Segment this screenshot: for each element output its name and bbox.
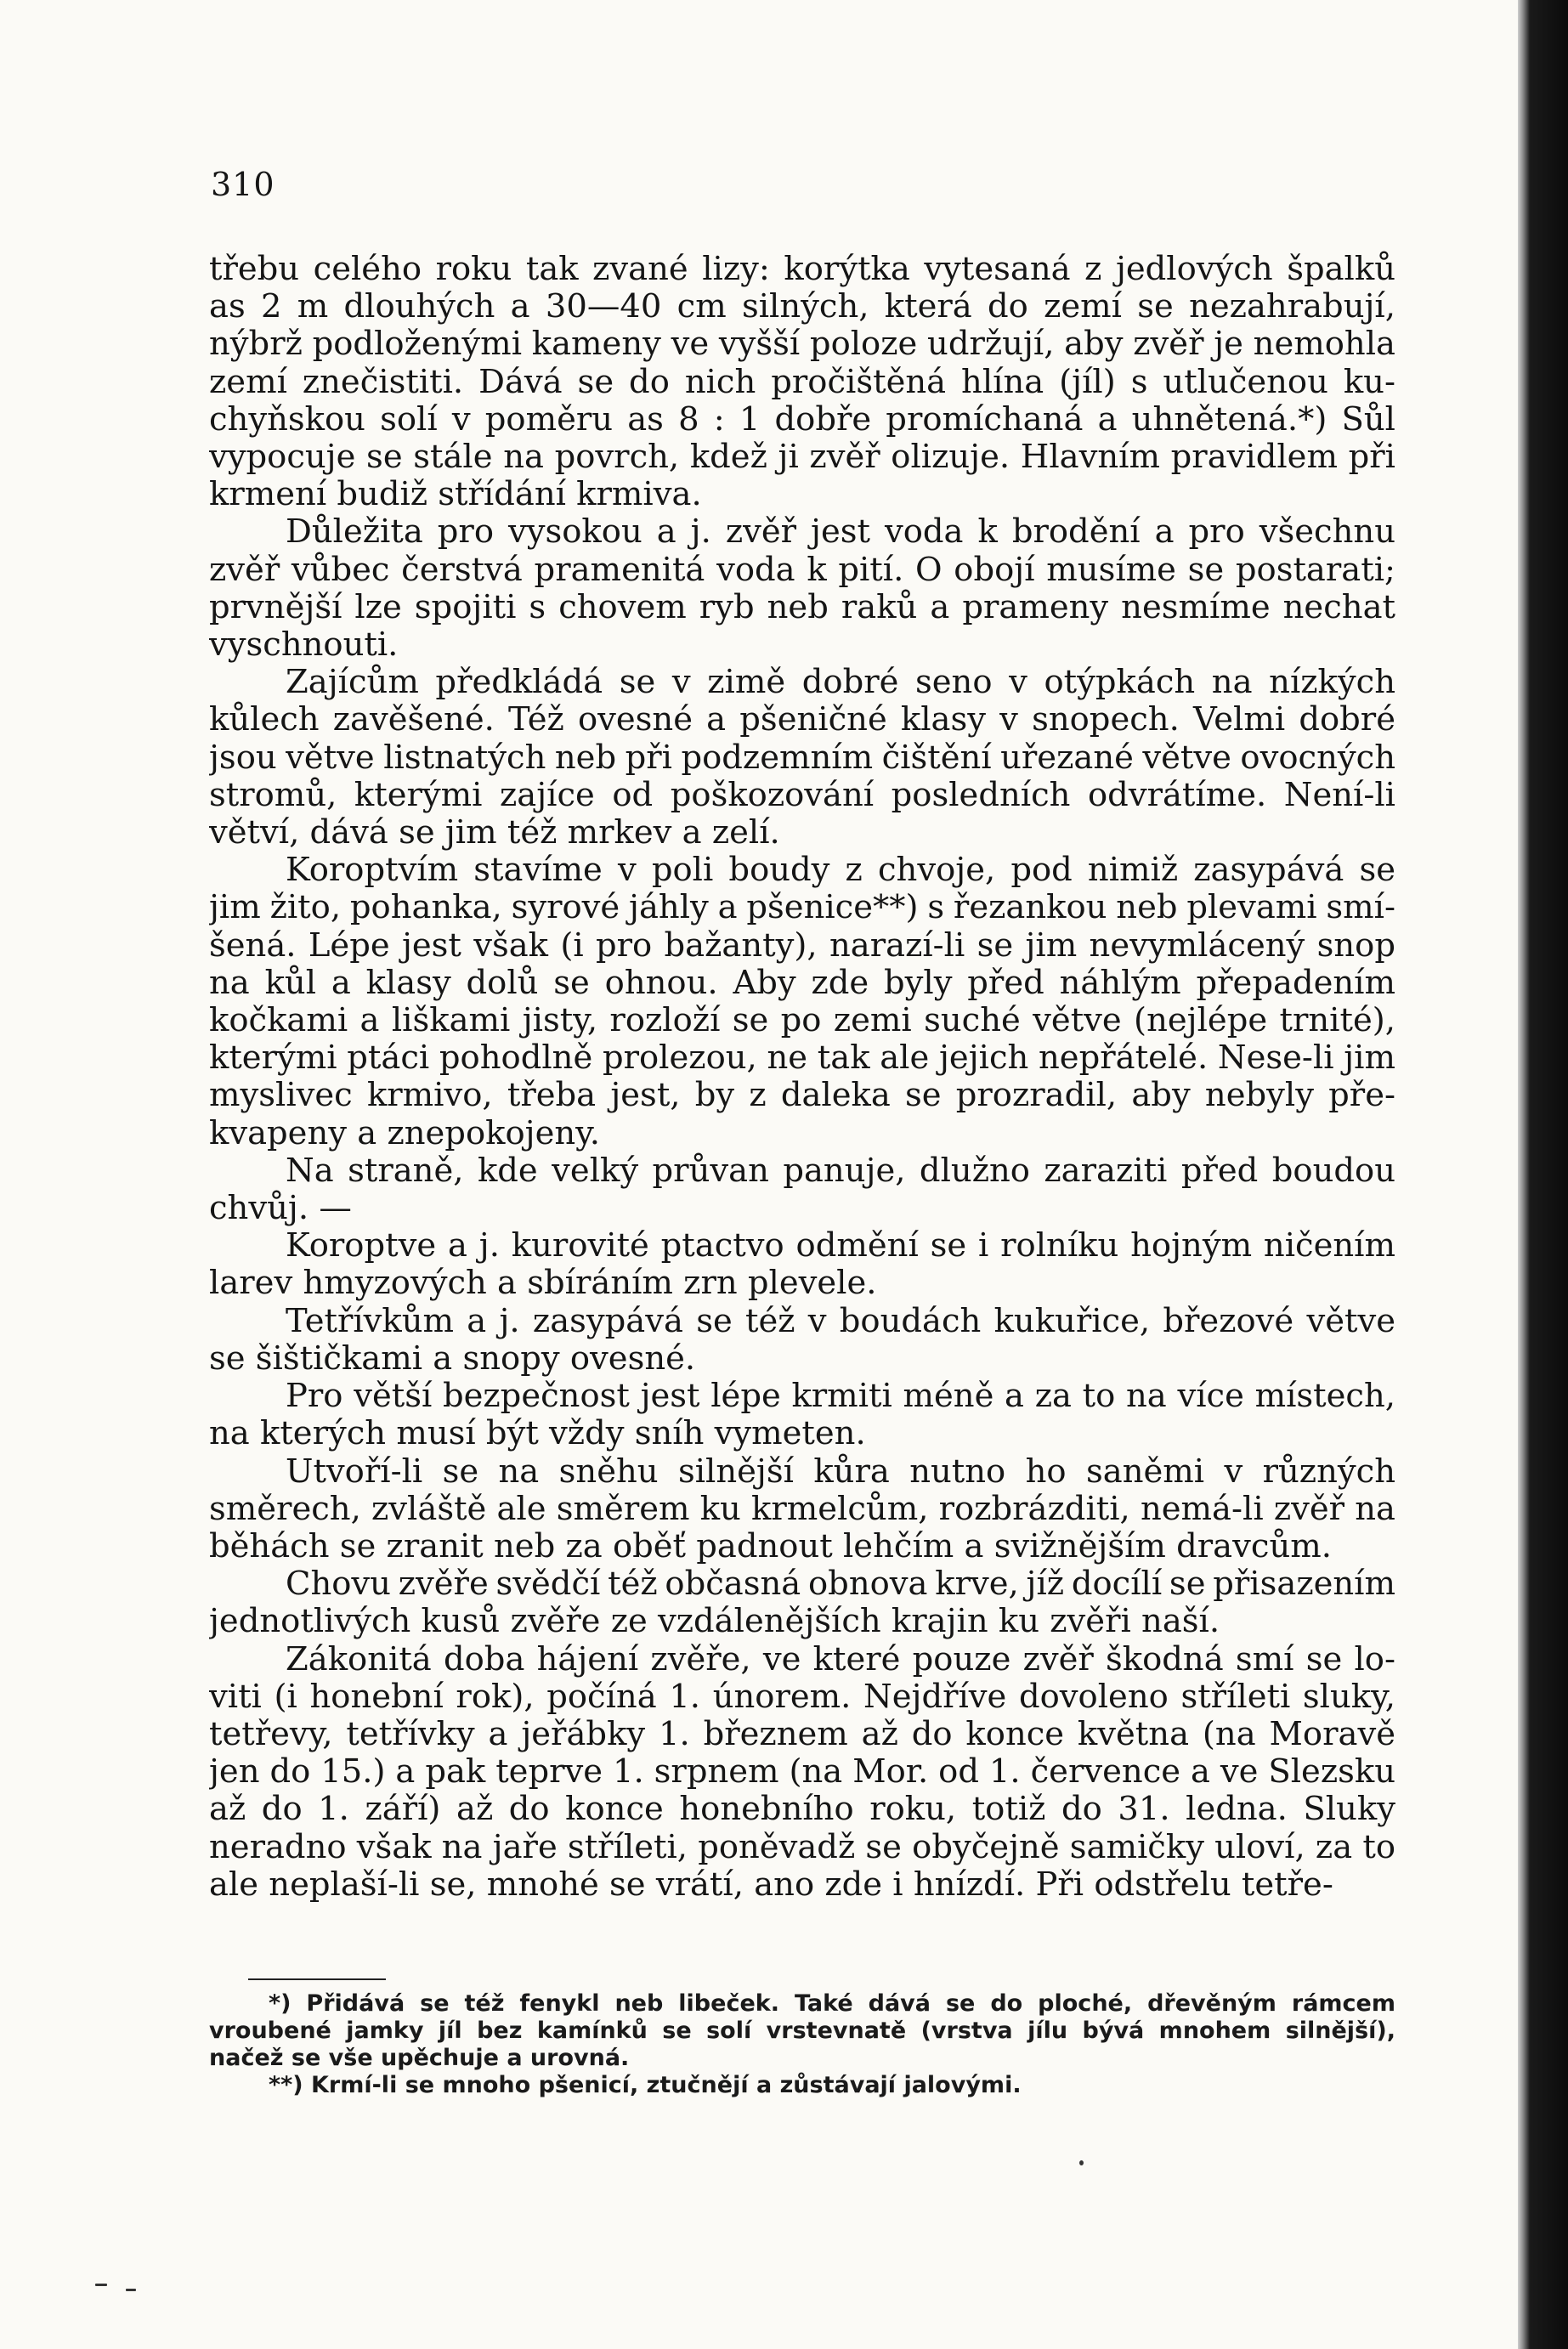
text-line: kočkami a liškami jisty, rozloží se po zemi suché větve (nejlépe trnité), [209,1002,1395,1040]
text-line: viti (i honební rok), počíná 1. únorem. Nejdříve dovoleno stříleti sluky, [209,1678,1395,1716]
footnote-1-line: vroubené jamky jíl bez kamínků se solí vrstevnatě (vrstva jílu bývá mnohem silnější), [209,2018,1395,2044]
paragraph-9 [209,1453,1395,1566]
text-line: zvěř vůbec čerstvá pramenitá voda k pití. O obojí musíme se postarati; [209,551,1395,589]
page-number: 310 [211,166,275,203]
text-line: Tetřívkům a j. zasypává se též v boudách kukuřice, březové větve [286,1302,1395,1340]
text-line: chvůj. — [209,1190,352,1228]
text-line: se šištičkami a snopy ovesné. [209,1339,696,1378]
text-line: prvnější lze spojiti s chovem ryb neb raků a prameny nesmíme nechat [209,588,1395,626]
paragraph-2 [209,513,1395,664]
text-line: až do 1. září) až do konce honebního roku, totiž do 31. ledna. Sluky [209,1791,1395,1829]
text-line: vyschnouti. [209,626,399,665]
book-gutter-edge [1518,0,1568,2349]
text-line: třebu celého roku tak zvané lizy: korýtka vytesaná z jedlových špalků [209,251,1395,288]
text-line: zemí znečistiti. Dává se do nich pročištěná hlína (jíl) s utlučenou ku- [209,363,1395,401]
text-line: krmení budiž střídání krmiva. [209,476,702,514]
text-line: ale neplaší-li se, mnohé se vrátí, ano zde i hnízdí. Při odstřelu tetře- [209,1865,1333,1904]
text-line: směrech, zvláště ale směrem ku krmelcům, rozbrázditi, nemá-li zvěř na [209,1490,1395,1528]
text-line: myslivec krmivo, třeba jest, by z daleka se prozradil, aby nebyly pře- [209,1077,1395,1115]
paragraph-1 [209,251,1395,513]
text-line: šená. Lépe jest však (i pro bažanty), narazí-li se jim nevymlácený snop [209,926,1395,965]
footnote-1-line: načež se vše upěchuje a urovná. [209,2045,630,2071]
text-line: tetřevy, tetřívky a jeřábky 1. březnem až do konce května (na Moravě [209,1715,1395,1753]
paragraph-5 [209,1152,1395,1227]
footnote-rule [248,1978,386,1980]
text-line: Utvoří-li se na sněhu silnější kůra nutno ho saněmi v různých [286,1452,1395,1491]
footnotes [209,1990,1395,2099]
text-line: larev hmyzových a sbíráním zrn plevele. [209,1265,877,1303]
text-line: jen do 15.) a pak teprve 1. srpnem (na Mor. od 1. července a ve Slezsku [209,1753,1395,1791]
text-line: Důležita pro vysokou a j. zvěř jest voda k brodění a pro všechnu [286,513,1395,552]
text-line: Koroptve a j. kurovité ptactvo odmění se i rolníku hojným ničením [286,1227,1395,1265]
text-line: Na straně, kde velký průvan panuje, dlužno zaraziti před boudou [286,1152,1395,1190]
paragraph-4 [209,852,1395,1152]
text-line: Zajícům předkládá se v zimě dobré seno v otýpkách na nízkých [286,664,1395,702]
text-line: as 2 m dlouhých a 30—40 cm silných, která do zemí se nezahrabují, [209,288,1395,326]
paragraph-6 [209,1227,1395,1302]
text-line: nýbrž podloženými kameny ve vyšší poloze udržují, aby zvěř je nemohla [209,325,1395,364]
dust-speck [1079,2160,1084,2165]
text-line: kterými ptáci pohodlně prolezou, ne tak ale jejich nepřátelé. Nese-li jim [209,1039,1395,1078]
text-line: Pro větší bezpečnost jest lépe krmiti méně a za to na více místech, [286,1378,1395,1416]
text-line: vypocuje se stále na povrch, kdež ji zvěř olizuje. Hlavním pravidlem při [209,439,1395,477]
text-line: neradno však na jaře stříleti, poněvadž se obyčejně samičky uloví, za to [209,1828,1395,1866]
paragraph-8 [209,1378,1395,1452]
text-line: jednotlivých kusů zvěře ze vzdálenějších krajin ku zvěři naší. [209,1603,1220,1641]
paragraph-7 [209,1303,1395,1378]
text-line: na kůl a klasy dolů se ohnou. Aby zde byly před náhlým přepadením [209,964,1395,1002]
paragraph-11 [209,1641,1395,1904]
footnote-2-line: **) Krmí-li se mnoho pšenicí, ztučnějí a zůstávají jalovými. [269,2072,1022,2098]
paragraph-10 [209,1565,1395,1640]
text-line: Koroptvím stavíme v poli boudy z chvoje, pod nimiž zasypává se [286,852,1395,890]
text-line: kvapeny a znepokojeny. [209,1114,601,1152]
dust-speck [95,2284,107,2286]
body-text [209,251,1395,1904]
text-line: běhách se zranit neb za oběť padnout lehčím a svižnějším dravcům. [209,1527,1332,1565]
text-line: stromů, kterými zajíce od poškozování posledních odvrátíme. Není-li [209,776,1395,814]
text-line: kůlech zavěšené. Též ovesné a pšeničné klasy v snopech. Velmi dobré [209,701,1395,739]
dust-speck [126,2289,136,2291]
text-line: Chovu zvěře svědčí též občasná obnova krve, jíž docílí se přisazením [286,1565,1395,1604]
footnote-1-line: *) Přidává se též fenykl neb libeček. Také dává se do ploché, dřevěným rámcem [269,1990,1395,2017]
text-line: jim žito, pohanka, syrové jáhly a pšenice**) s řezankou neb plevami smí- [209,889,1395,927]
text-line: větví, dává se jim též mrkev a zelí. [209,814,780,852]
text-line: na kterých musí být vždy sníh vymeten. [209,1415,866,1453]
text-line: chyňskou solí v poměru as 8 : 1 dobře promíchaná a uhnětená.*) Sůl [209,400,1395,439]
paragraph-3 [209,664,1395,852]
text-line: jsou větve listnatých neb při podzemním čištění uřezané větve ovocných [209,739,1395,777]
text-line: Zákonitá doba hájení zvěře, ve které pouze zvěř škodná smí se lo- [286,1640,1395,1678]
